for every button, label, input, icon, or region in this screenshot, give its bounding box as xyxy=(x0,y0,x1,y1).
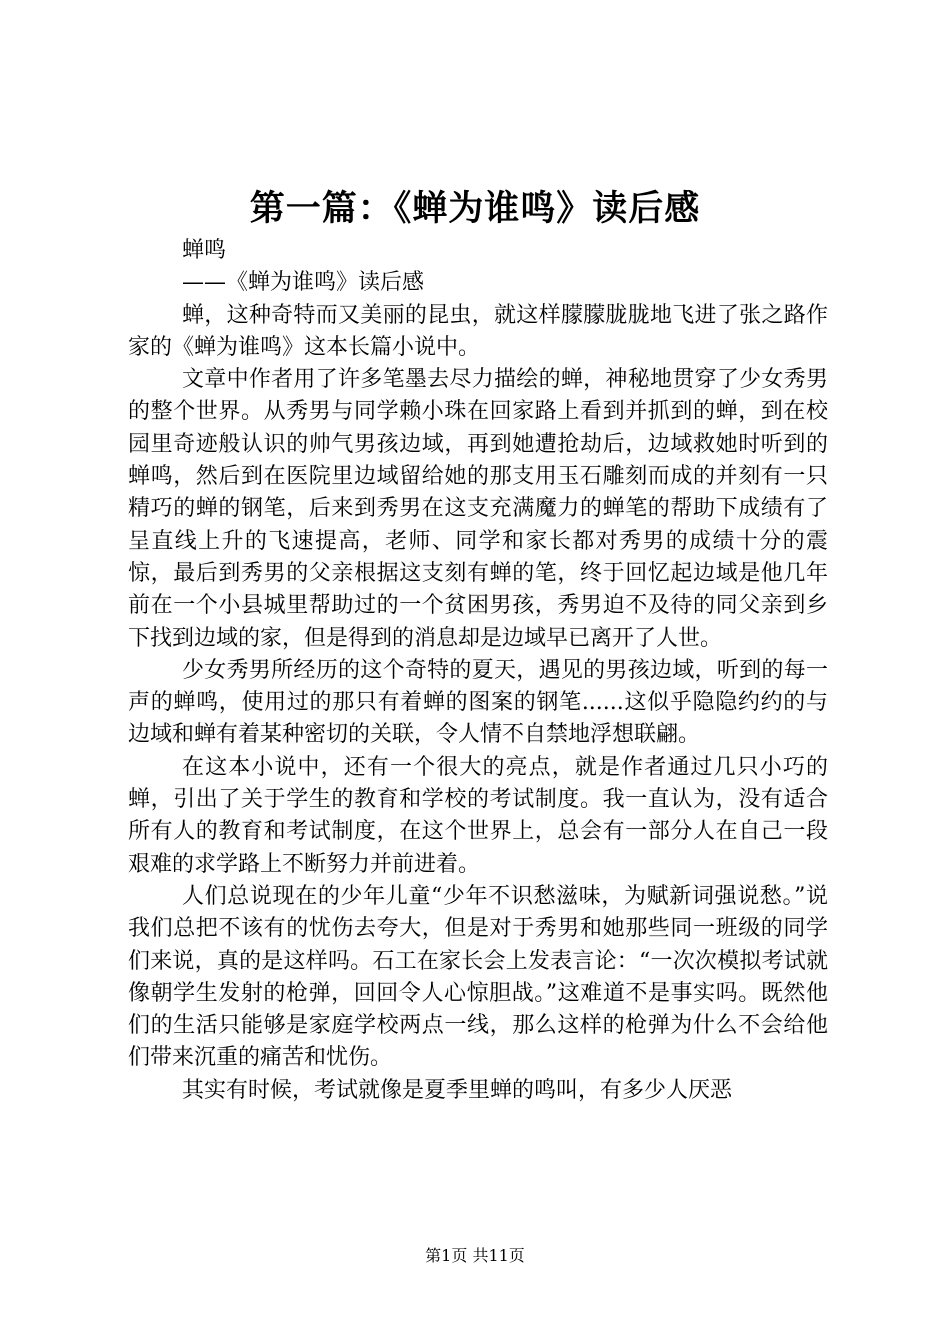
paragraph: 其实有时候，考试就像是夏季里蝉的鸣叫，有多少人厌恶 xyxy=(182,1077,733,1103)
paragraph-subheading: ——《蝉为谁鸣》读后感 xyxy=(182,270,425,296)
paragraph: 蝉，这种奇特而又美丽的昆虫，就这样朦朦胧胧地飞进了张之路作家的《蝉为谁鸣》这本长篇小说中。 xyxy=(128,302,828,360)
paragraph: 在这本小说中，还有一个很大的亮点，就是作者通过几只小巧的蝉，引出了关于学生的教育和学校的考试制度。我一直认为，没有适合所有人的教育和考试制度，在这个世界上，总会有一部分人在自己一段艰难的求学路上不断努力并前进着。 xyxy=(128,754,828,877)
page-number-footer: 第1页 共11页 xyxy=(425,1246,525,1265)
document-title: 第一篇：《蝉为谁鸣》读后感 xyxy=(249,188,701,229)
paragraph: 人们总说现在的少年儿童“少年不识愁滋味，为赋新词强说愁。”说我们总把不该有的忧伤去夸大，但是对于秀男和她那些同一班级的同学们来说，真的是这样吗。石工在家长会上发表言论：“一次次模拟考试就像朝学生发射的枪弹，回回令人心惊胆战。”这难道不是事实吗。既然他们的生活只能够是家庭学校两点一线，那么这样的枪弹为什么不会给他们带来沉重的痛苦和忧伤。 xyxy=(128,883,828,1071)
document-body xyxy=(128,235,828,1107)
paragraph: 文章中作者用了许多笔墨去尽力描绘的蝉，神秘地贯穿了少女秀男的整个世界。从秀男与同学赖小珠在回家路上看到并抓到的蝉，到在校园里奇迹般认识的帅气男孩边域，再到她遭抢劫后，边域救她时听到的蝉鸣，然后到在医院里边域留给她的那支用玉石雕刻而成的并刻有一只精巧的蝉的钢笔，后来到秀男在这支充满魔力的蝉笔的帮助下成绩有了呈直线上升的飞速提高，老师、同学和家长都对秀男的成绩十分的震惊，最后到秀男的父亲根据这支刻有蝉的笔，终于回忆起边域是他几年前在一个小县城里帮助过的一个贫困男孩，秀男迫不及待的同父亲到乡下找到边域的家，但是得到的消息却是边域早已离开了人世。 xyxy=(128,367,828,651)
paragraph-heading: 蝉鸣 xyxy=(182,238,227,263)
paragraph: 少女秀男所经历的这个奇特的夏天，遇见的男孩边域，听到的每一声的蝉鸣，使用过的那只有着蝉的图案的钢笔......这似乎隐隐约约的与边域和蝉有着某种密切的关联，令人情不自禁地浮想联翩。 xyxy=(128,657,828,748)
